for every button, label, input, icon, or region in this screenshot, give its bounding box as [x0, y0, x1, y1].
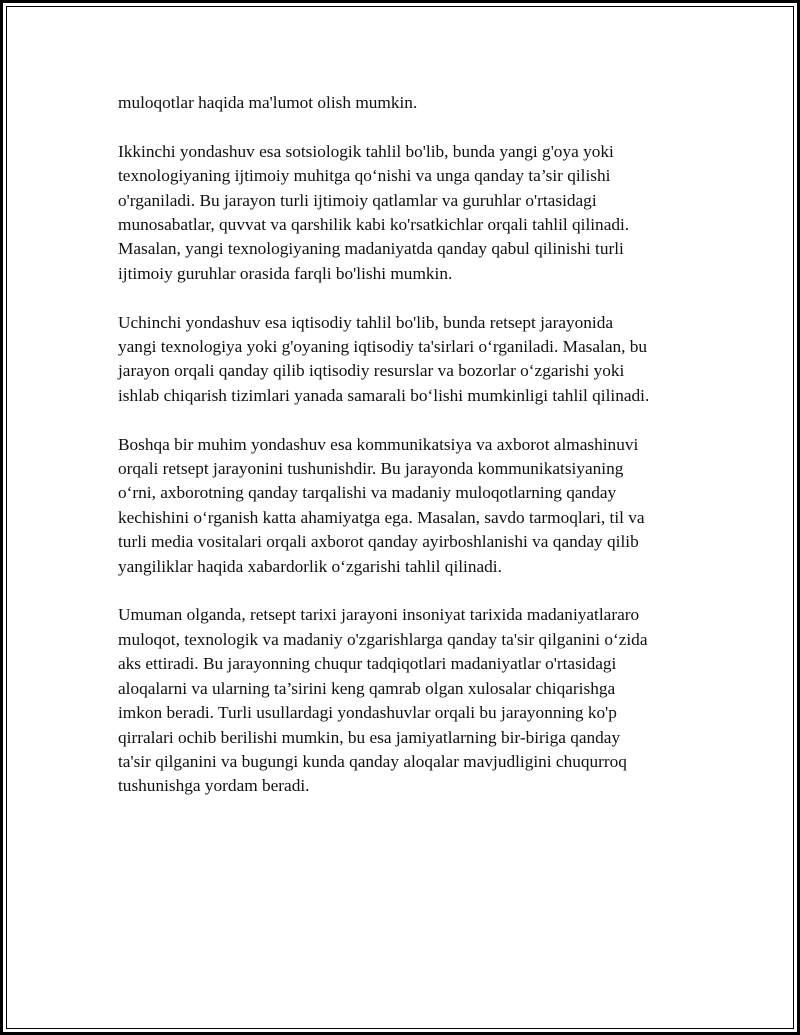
document-body [118, 91, 693, 823]
paragraph-4: Boshqa bir muhim yondashuv esa kommunikatsiya va axborot almashinuvi orqali retsept jarayonini tushunishdir. Bu jarayonda kommunikatsiyaning o‘rni, axborotning qanday tarqalishi va madaniy muloqotlarning qanday kechishini o‘rganish katta ahamiyatga ega. Masalan, savdo tarmoqlari, til va turli media vositalari orqali axborot qanday ayirboshlanishi va qanday qilib yangiliklar haqida xabardorlik o‘zgarishi tahlil qilinadi. [118, 434, 645, 576]
paragraph-3: Uchinchi yondashuv esa iqtisodiy tahlil bo'lib, bunda retsept jarayonida yangi texnologiya yoki g'oyaning iqtisodiy ta'sirlari o‘rganiladi. Masalan, bu jarayon orqali qanday qilib iqtisodiy resurslar va bozorlar o‘zgarishi yoki ishlab chiqarish tizimlari yanada samarali bo‘lishi mumkinligi tahlil qilinadi. [118, 312, 650, 405]
paragraph-5: Umuman olganda, retsept tarixi jarayoni insoniyat tarixida madaniyatlararo muloqot, texnologik va madaniy o'zgarishlarga qanday ta'sir qilganini o‘zida aks ettiradi. Bu jarayonning chuqur tadqiqotlari madaniyatlar o'rtasidagi aloqalarni va ularning ta’sirini keng qamrab olgan xulosalar chiqarishga imkon beradi. Turli usullardagi yondashuvlar orqali bu jarayonning ko'p qirralari ochib berilishi mumkin, bu esa jamiyatlarning bir-biriga qanday ta'sir qilganini va bugungi kunda qanday aloqalar mavjudligini chuqurroq tushunishga yordam beradi. [118, 605, 648, 796]
paragraph-2: Ikkinchi yondashuv esa sotsiologik tahlil bo'lib, bunda yangi g'oya yoki texnologiyaning ijtimoiy muhitga qo‘nishi va unga qanday ta’sir qilishi o'rganiladi. Bu jarayon turli ijtimoiy qatlamlar va guruhlar o'rtasidagi munosabatlar, quvvat va qarshilik kabi ko'rsatkichlar orqali tahlil qilinadi. Masalan, yangi texnologiyaning madaniyatda qanday qabul qilinishi turli ijtimoiy guruhlar orasida farqli bo'lishi mumkin. [118, 141, 630, 283]
paragraph-1: muloqotlar haqida ma'lumot olish mumkin. [118, 93, 418, 112]
